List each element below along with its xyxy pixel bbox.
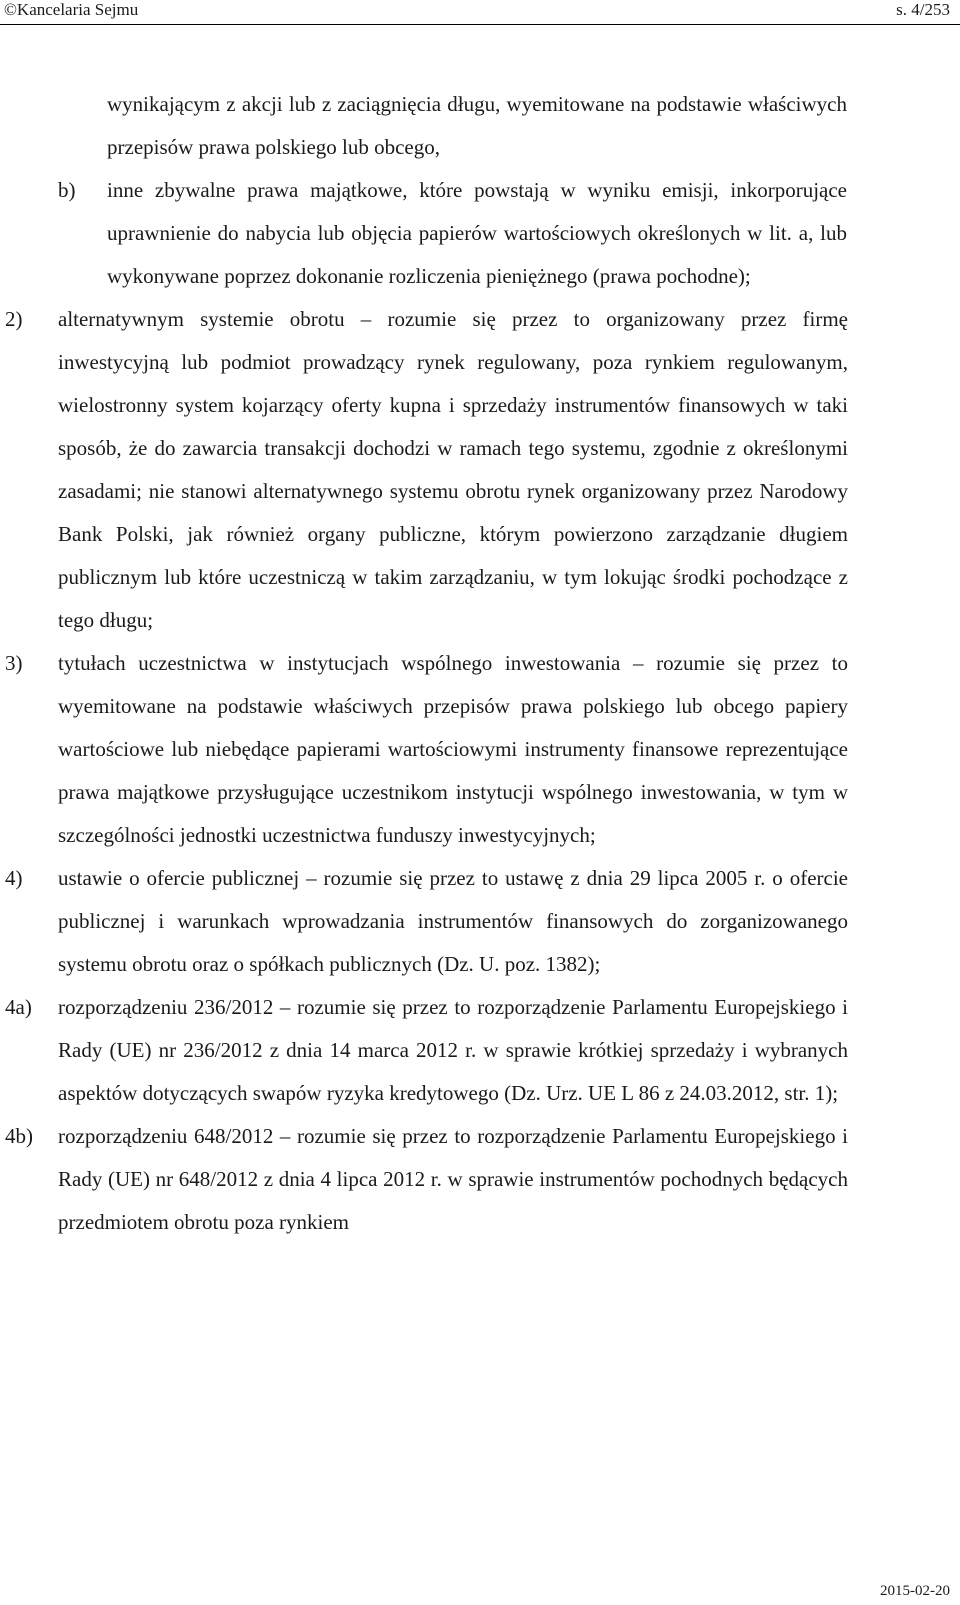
item-text: inne zbywalne prawa majątkowe, które powstają w wyniku emisji, inkorporujące uprawnienie do nabycia lub objęcia papierów wartościowych określonych w lit. a, lub wykonywane poprzez dokonanie rozliczenia pieniężnego (prawa pochodne); xyxy=(107,178,847,288)
list-item-4 xyxy=(0,857,960,986)
item-text: tytułach uczestnictwa w instytucjach wspólnego inwestowania – rozumie się przez to wyemitowane na podstawie właściwych przepisów prawa polskiego lub obcego papiery wartościowe lub niebędące papierami wartościowymi instrumenty finansowe reprezentujące prawa majątkowe przysługujące uczestnikom instytucji wspólnego inwestowania, w tym w szczególności jednostki uczestnictwa funduszy inwestycyjnych; xyxy=(58,651,848,847)
item-label: 4) xyxy=(5,866,23,890)
document-body xyxy=(0,83,960,1244)
list-item-4b xyxy=(0,1115,960,1244)
list-item-2 xyxy=(0,298,960,642)
item-text: rozporządzeniu 648/2012 – rozumie się przez to rozporządzenie Parlamentu Europejskiego i Rady (UE) nr 648/2012 z dnia 4 lipca 2012 r. w sprawie instrumentów pochodnych będących przedmiotem obrotu poza rynkiem xyxy=(58,1124,848,1234)
item-label: b) xyxy=(58,178,76,202)
item-label: 2) xyxy=(5,307,23,331)
copyright-notice: ©Kancelaria Sejmu xyxy=(4,0,139,19)
item-text: alternatywnym systemie obrotu – rozumie się przez to organizowany przez firmę inwestycyjną lub podmiot prowadzący rynek regulowany, poza rynkiem regulowanym, wielostronny system kojarzący oferty kupna i sprzedaży instrumentów finansowych w taki sposób, że do zawarcia transakcji dochodzi w ramach tego systemu, zgodnie z określonymi zasadami; nie stanowi alternatywnego systemu obrotu rynek organizowany przez Narodowy Bank Polski, jak również organy publiczne, którym powierzono zarządzanie długiem publicznym lub które uczestniczą w takim zarządzaniu, w tym lokując środki pochodzące z tego długu; xyxy=(58,307,848,632)
list-item-b xyxy=(0,169,960,298)
item-label: 4b) xyxy=(5,1124,33,1148)
item-label: 4a) xyxy=(5,995,32,1019)
item-text: ustawie o ofercie publicznej – rozumie się przez to ustawę z dnia 29 lipca 2005 r. o ofercie publicznej i warunkach wprowadzania instrumentów finansowych do zorganizowanego systemu obrotu oraz o spółkach publicznych (Dz. U. poz. 1382); xyxy=(58,866,848,976)
list-item-3 xyxy=(0,642,960,857)
page-number: s. 4/253 xyxy=(896,0,950,19)
item-text: rozporządzeniu 236/2012 – rozumie się przez to rozporządzenie Parlamentu Europejskiego i Rady (UE) nr 236/2012 z dnia 14 marca 2012 r. w sprawie krótkiej sprzedaży i wybranych aspektów dotyczących swapów ryzyka kredytowego (Dz. Urz. UE L 86 z 24.03.2012, str. 1); xyxy=(58,995,848,1105)
item-text: wynikającym z akcji lub z zaciągnięcia długu, wyemitowane na podstawie właściwych przepisów prawa polskiego lub obcego, xyxy=(107,92,847,159)
item-label: 3) xyxy=(5,651,23,675)
document-date: 2015-02-20 xyxy=(880,1583,950,1599)
list-item-4a xyxy=(0,986,960,1115)
page-header xyxy=(0,0,960,25)
paragraph-continuation xyxy=(0,83,960,169)
